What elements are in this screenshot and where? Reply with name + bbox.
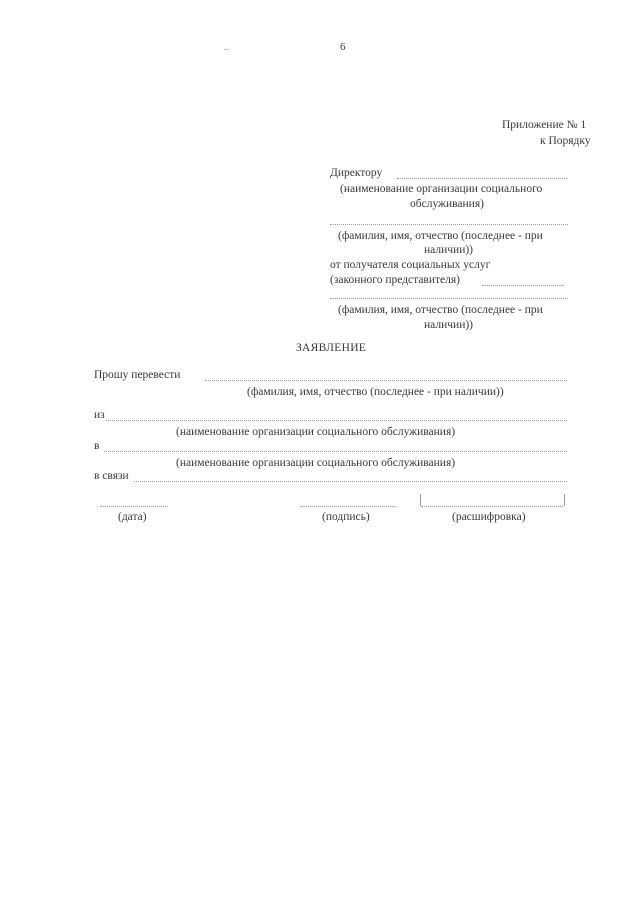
director-label: Директору xyxy=(330,167,383,179)
decoding-hint: (расшифровка) xyxy=(452,511,526,523)
top-mark: .. xyxy=(224,42,229,52)
fio2-hint-line-2: наличии)) xyxy=(424,319,474,331)
decoding-line xyxy=(421,506,563,507)
appendix-line-2: к Порядку xyxy=(540,135,591,147)
from-label: из xyxy=(94,409,105,421)
appendix-line-1: Приложение № 1 xyxy=(502,119,587,131)
from-org-hint: (наименование организации социального обслуживания) xyxy=(176,426,456,438)
from-org-line xyxy=(106,420,567,421)
page-number: 6 xyxy=(340,41,346,53)
to-label: в xyxy=(94,440,100,452)
decoding-bracket-left xyxy=(420,494,421,506)
from-line xyxy=(482,285,564,286)
reason-line xyxy=(134,481,567,482)
to-org-line xyxy=(104,451,567,452)
signature-hint: (подпись) xyxy=(322,511,370,523)
reason-label: в связи xyxy=(94,470,129,482)
date-hint: (дата) xyxy=(118,511,147,523)
from-line-2: (законного представителя) xyxy=(330,274,460,286)
to-org-hint: (наименование организации социального обслуживания) xyxy=(176,457,456,469)
org-hint-line-2: обслуживания) xyxy=(410,198,484,210)
date-line xyxy=(100,506,168,507)
person-name-line xyxy=(205,380,567,381)
from-line-1: от получателя социальных услуг xyxy=(330,259,491,271)
fio2-hint-line-1: (фамилия, имя, отчество (последнее - при xyxy=(338,304,543,316)
request-label: Прошу перевести xyxy=(94,369,181,381)
document-title: ЗАЯВЛЕНИЕ xyxy=(296,342,367,354)
signature-line xyxy=(300,506,395,507)
applicant-name-line xyxy=(330,298,568,299)
fio-hint-line-2: наличии)) xyxy=(424,244,474,256)
director-line xyxy=(397,178,567,179)
decoding-bracket-right xyxy=(564,494,565,506)
org-hint-line-1: (наименование организации социального xyxy=(340,183,543,195)
fio-hint-line-1: (фамилия, имя, отчество (последнее - при xyxy=(338,230,543,242)
recipient-name-line xyxy=(330,224,568,225)
fio-hint: (фамилия, имя, отчество (последнее - при наличии)) xyxy=(247,386,504,398)
